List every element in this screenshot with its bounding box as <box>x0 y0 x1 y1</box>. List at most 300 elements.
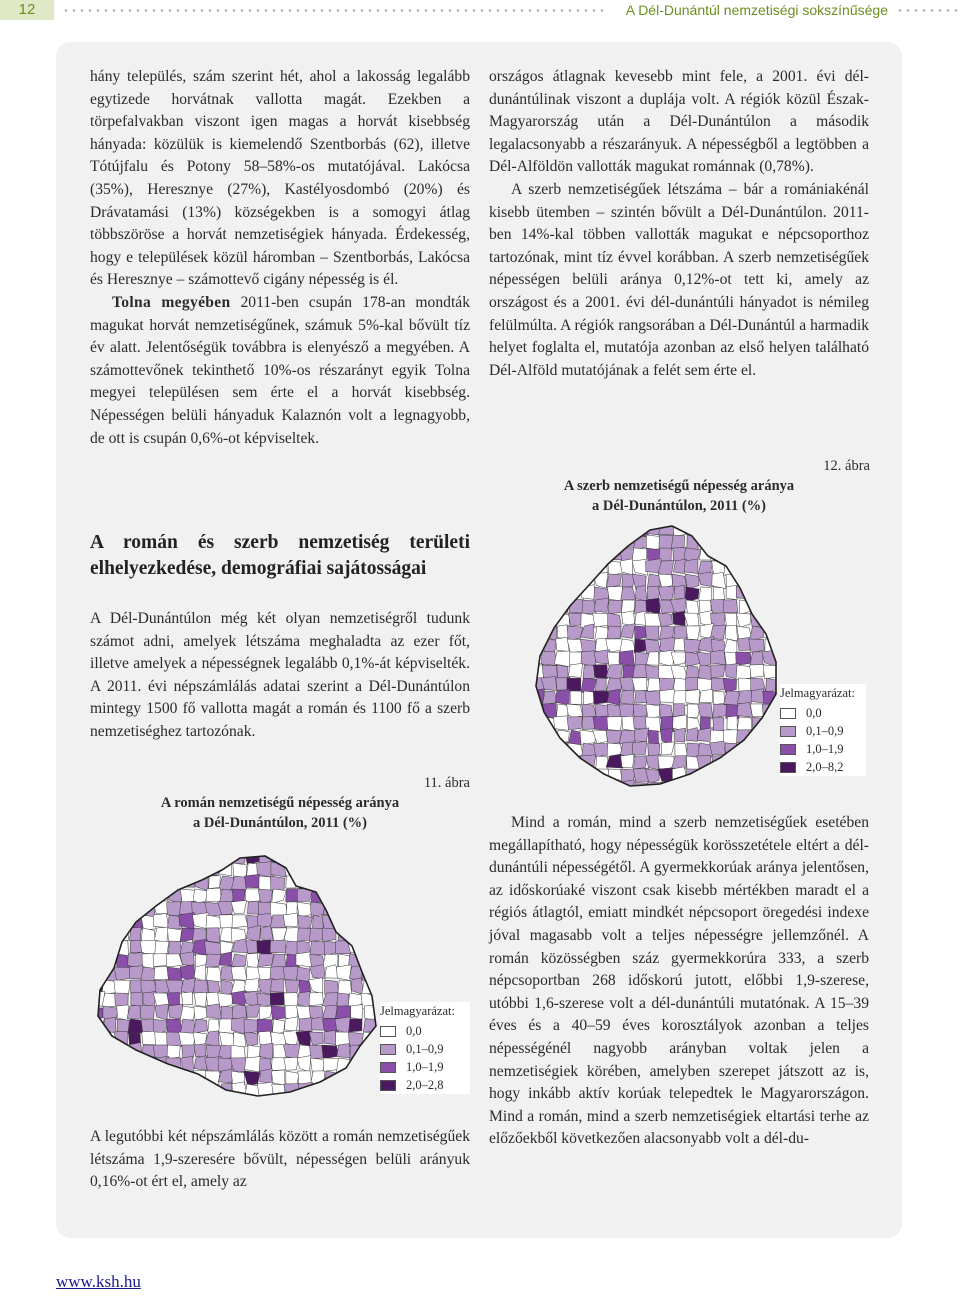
map-settlement <box>542 613 556 627</box>
map-settlement <box>738 560 751 574</box>
legend-swatch <box>780 726 796 737</box>
map-settlement <box>349 1019 362 1032</box>
figure-11-legend <box>380 1002 470 1094</box>
map-settlement <box>765 730 776 745</box>
map-settlement <box>528 665 544 679</box>
map-settlement <box>205 954 221 967</box>
map-settlement <box>231 966 247 980</box>
map-settlement <box>529 587 544 602</box>
map-settlement <box>672 782 686 797</box>
map-settlement <box>593 691 608 704</box>
map-settlement <box>206 928 220 943</box>
map-settlement <box>271 1006 286 1020</box>
map-settlement <box>671 652 687 665</box>
right-column-bottom <box>489 812 869 1151</box>
map-settlement <box>544 730 557 745</box>
map-settlement <box>114 967 131 981</box>
map-settlement <box>750 665 765 678</box>
map-settlement <box>361 889 375 903</box>
map-settlement <box>309 1032 323 1045</box>
map-settlement <box>88 876 103 891</box>
map-settlement <box>88 861 104 876</box>
map-settlement <box>222 850 232 863</box>
map-settlement <box>580 533 595 547</box>
map-settlement <box>154 876 170 891</box>
map-settlement <box>714 533 727 548</box>
footer-link[interactable]: www.ksh.hu <box>56 1272 141 1291</box>
map-settlement <box>595 678 606 691</box>
map-settlement <box>713 587 725 601</box>
map-settlement <box>270 940 286 953</box>
map-settlement <box>567 521 583 535</box>
map-settlement <box>271 979 284 992</box>
map-settlement <box>726 769 738 783</box>
map-settlement <box>555 574 571 588</box>
map-settlement <box>218 993 233 1008</box>
map-settlement <box>167 992 180 1005</box>
map-settlement <box>103 889 118 902</box>
map-settlement <box>607 689 620 705</box>
map-settlement <box>606 574 621 588</box>
map-settlement <box>699 587 713 602</box>
legend-swatch <box>380 1026 396 1037</box>
paragraph-tolna <box>90 292 470 450</box>
map-settlement <box>233 1005 247 1019</box>
map-settlement <box>764 598 776 612</box>
legend-item <box>780 758 866 776</box>
map-settlement <box>764 534 778 550</box>
map-settlement <box>723 546 738 562</box>
map-settlement <box>309 992 323 1005</box>
map-settlement <box>170 1084 181 1098</box>
figure-11-number: 11. ábra <box>423 775 470 791</box>
map-settlement <box>89 849 102 864</box>
map-settlement <box>310 1058 324 1073</box>
map-settlement <box>166 1019 182 1034</box>
legend-swatch <box>380 1044 396 1055</box>
map-settlement <box>763 782 778 797</box>
map-settlement <box>192 913 208 929</box>
map-settlement <box>283 913 297 926</box>
map-settlement <box>554 561 569 575</box>
map-settlement <box>220 952 232 966</box>
map-settlement <box>674 728 685 742</box>
map-settlement <box>684 613 699 626</box>
map-settlement <box>154 1084 169 1098</box>
map-settlement <box>541 743 557 756</box>
map-settlement <box>568 613 581 626</box>
map-settlement <box>296 850 310 865</box>
map-settlement <box>529 780 543 794</box>
map-settlement <box>684 639 701 653</box>
map-settlement <box>752 574 765 588</box>
page-header <box>0 0 960 22</box>
map-settlement <box>141 850 153 865</box>
map-settlement <box>557 782 570 797</box>
map-settlement <box>101 1057 116 1071</box>
map-settlement <box>153 914 168 928</box>
map-settlement <box>608 534 621 548</box>
map-settlement <box>738 767 750 780</box>
map-settlement <box>531 573 543 589</box>
map-settlement <box>725 534 740 547</box>
map-settlement <box>710 650 725 665</box>
legend-label: 2,0–2,8 <box>406 1078 444 1092</box>
map-settlement <box>699 689 712 702</box>
left-column-top <box>90 66 470 450</box>
map-settlement <box>762 522 779 536</box>
map-settlement <box>737 637 750 650</box>
map-settlement <box>194 980 208 993</box>
map-settlement <box>337 993 349 1007</box>
paragraph: Mind a román, mind a szerb nemzetiségűek esetében megállapítható, hogy népességük korösszetétele eltért a dél-dunántúli népességétől. A gyermekkorúak aránya jelentősen, az időskorúaké viszont csak kisebb mértékben maradt el a régiós átlagtól, emiatt mindkét népcsoport öregedési indexe jóval magasabb volt a teljes népességre jellemzőnél. A román közösségben száz gyermekkorúra 333, a szerb népcsoportban 268 időskorú jutott, előbbi 1,9-szerese, utóbbi 1,6-szerese volt a dél-dunántúli mutatónak. A 15–39 éves és a 40–59 éves korosztályok azonban a teljes népességénél nagyobb arányban voltak jelen a nemzetiségiek körében, amelyben szerepet játszott az is, hogy inkább aktív korúak telepedtek le Magyarországon. Mind a román, mind a szerb nemzetiségiek eltartási terhe az előzőekből következően alacsonyabb volt a dél-du- <box>489 814 869 1148</box>
map-settlement <box>581 782 597 797</box>
paragraph: A legutóbbi két népszámlálás között a román nemzetiségűek létszáma 1,9-szeresére bővült, népességen belüli arányuk 0,16%-ot ért el, amely az <box>90 1128 470 1191</box>
map-settlement <box>528 741 542 757</box>
map-settlement <box>127 863 144 877</box>
map-settlement <box>140 1005 154 1018</box>
map-settlement <box>194 1044 206 1057</box>
map-settlement <box>661 742 674 755</box>
map-settlement <box>593 533 610 548</box>
map-settlement <box>751 743 763 756</box>
map-settlement <box>749 782 764 797</box>
map-settlement <box>116 888 130 902</box>
map-settlement <box>257 1019 273 1033</box>
map-settlement <box>349 850 362 864</box>
map-settlement <box>284 1017 298 1031</box>
map-settlement <box>286 849 296 865</box>
legend-item <box>380 1022 470 1040</box>
map-settlement <box>168 928 182 943</box>
map-settlement <box>529 599 544 612</box>
map-settlement <box>337 850 352 864</box>
map-settlement <box>555 755 571 770</box>
header-dots-left <box>62 9 606 12</box>
map-settlement <box>286 902 297 915</box>
legend-swatch <box>780 708 796 719</box>
map-settlement <box>257 954 273 967</box>
map-settlement <box>351 978 364 995</box>
map-settlement <box>219 1032 234 1047</box>
map-settlement <box>568 782 583 797</box>
map-settlement <box>607 716 622 730</box>
section-title: A román és szerb nemzetiség területi elhelyezkedése, demográfiai sajátosságai <box>90 532 470 579</box>
map-settlement <box>182 1084 196 1098</box>
map-settlement <box>671 535 684 549</box>
map-settlement <box>593 716 608 731</box>
map-settlement <box>88 889 104 902</box>
map-settlement <box>244 978 260 991</box>
map-settlement <box>543 559 557 574</box>
map-settlement <box>594 598 609 612</box>
map-settlement <box>737 535 751 549</box>
map-settlement <box>231 900 247 913</box>
map-settlement <box>531 768 544 782</box>
map-settlement <box>89 902 103 916</box>
map-settlement <box>725 626 737 641</box>
map-settlement <box>556 599 570 613</box>
legend-label: 1,0–1,9 <box>806 742 844 756</box>
map-settlement <box>101 1084 117 1098</box>
map-settlement <box>647 678 660 691</box>
map-settlement <box>131 980 143 994</box>
map-settlement <box>570 767 582 781</box>
map-settlement <box>633 756 647 769</box>
map-settlement <box>609 522 623 535</box>
map-settlement <box>555 548 571 563</box>
map-settlement <box>103 876 115 891</box>
map-settlement <box>543 703 557 718</box>
map-settlement <box>582 561 594 575</box>
map-settlement <box>322 1045 339 1059</box>
map-settlement <box>286 889 299 902</box>
map-settlement <box>362 1043 377 1059</box>
legend-item <box>780 722 866 740</box>
map-settlement <box>632 741 647 754</box>
map-settlement <box>363 876 375 890</box>
map-settlement <box>206 967 221 982</box>
map-settlement <box>114 861 128 878</box>
map-settlement <box>245 889 260 902</box>
map-settlement <box>361 941 377 955</box>
map-settlement <box>619 704 634 718</box>
map-settlement <box>608 769 622 783</box>
map-settlement <box>349 889 363 902</box>
map-settlement <box>531 613 543 627</box>
map-settlement <box>130 1082 141 1097</box>
map-settlement <box>762 704 779 717</box>
map-settlement <box>362 1071 376 1085</box>
map-settlement <box>246 953 259 968</box>
map-settlement <box>232 915 248 928</box>
legend-label: 0,0 <box>806 706 822 720</box>
map-settlement <box>710 769 726 783</box>
map-settlement <box>581 767 596 782</box>
map-settlement <box>567 560 584 574</box>
map-settlement <box>284 1057 299 1070</box>
map-settlement <box>166 861 182 875</box>
map-settlement <box>88 1056 102 1072</box>
map-settlement <box>246 1004 260 1017</box>
map-settlement <box>101 1045 116 1060</box>
map-settlement <box>567 626 583 640</box>
map-settlement <box>751 767 764 782</box>
map-settlement <box>131 992 143 1007</box>
map-settlement <box>635 626 646 640</box>
map-settlement <box>114 1045 129 1060</box>
map-settlement <box>310 941 326 955</box>
map-settlement <box>593 572 608 588</box>
map-settlement <box>89 1018 104 1031</box>
map-settlement <box>244 1071 260 1086</box>
map-settlement <box>685 782 700 796</box>
map-settlement <box>712 704 726 718</box>
map-settlement <box>323 849 336 865</box>
map-settlement <box>154 1071 168 1086</box>
map-settlement <box>697 780 712 795</box>
map-settlement <box>542 535 557 550</box>
map-settlement <box>766 678 776 693</box>
map-settlement <box>594 780 606 796</box>
map-settlement <box>765 717 778 731</box>
legend-swatch <box>780 762 796 773</box>
map-settlement <box>567 717 582 730</box>
map-settlement <box>725 613 737 627</box>
map-settlement <box>737 702 752 717</box>
map-settlement <box>181 992 192 1005</box>
map-settlement <box>322 1005 337 1018</box>
map-settlement <box>606 664 623 680</box>
map-settlement <box>169 849 183 864</box>
map-settlement <box>764 548 778 561</box>
map-settlement <box>103 849 117 865</box>
map-settlement <box>102 1071 118 1086</box>
map-settlement <box>115 901 130 914</box>
map-settlement <box>699 521 713 537</box>
map-settlement <box>596 756 608 770</box>
map-settlement <box>298 1071 311 1084</box>
map-settlement <box>541 782 556 797</box>
map-settlement <box>686 626 700 640</box>
map-settlement <box>153 1045 169 1058</box>
map-settlement <box>156 850 169 864</box>
map-settlement <box>724 522 740 537</box>
map-settlement <box>88 939 101 952</box>
map-settlement <box>338 980 352 994</box>
map-settlement <box>141 1057 157 1071</box>
paragraph-intro: A Dél-Dunántúlon még két olyan nemzetiségről tudunk számot adni, amelyek létszáma meghaladta az ezer főt, illetve amelyek a népességnek legalább 0,1%-át képviselték. A 2011. évi népszámlálás adatai szerint a Dél-Dunántúlon mintegy 1500 fő vallotta magát a román és 1100 fő a szerb nemzetiséghez tartozónak. <box>90 610 470 740</box>
left-column-intro <box>90 608 470 744</box>
map-settlement <box>90 1084 104 1099</box>
map-settlement <box>725 756 739 770</box>
map-settlement <box>762 560 777 576</box>
map-settlement <box>581 651 596 667</box>
map-settlement <box>114 850 129 865</box>
map-settlement <box>554 587 568 600</box>
map-settlement <box>140 1084 156 1097</box>
map-settlement <box>619 650 634 666</box>
figure-11-title-line1: A román nemzetiségű népesség aránya <box>160 795 400 811</box>
map-settlement <box>530 704 543 718</box>
figure-11-map <box>90 850 380 1100</box>
map-settlement <box>620 520 634 535</box>
map-settlement <box>712 572 726 588</box>
map-settlement <box>153 954 168 967</box>
map-settlement <box>556 769 571 783</box>
figure-11-title <box>90 793 470 833</box>
map-settlement <box>542 585 556 599</box>
figure-12-title <box>489 476 869 516</box>
map-settlement <box>739 782 752 795</box>
map-settlement <box>245 1057 261 1073</box>
map-settlement <box>529 561 545 576</box>
map-settlement <box>324 876 338 891</box>
map-settlement <box>141 1071 155 1086</box>
legend-label: 0,1–0,9 <box>806 724 844 738</box>
map-settlement <box>127 1006 140 1019</box>
map-settlement <box>581 678 596 693</box>
map-settlement <box>299 1018 312 1032</box>
map-settlement <box>634 639 646 653</box>
map-settlement <box>362 863 378 877</box>
map-settlement <box>764 769 779 782</box>
map-settlement <box>270 876 285 891</box>
map-settlement <box>570 691 581 704</box>
map-settlement <box>194 992 207 1006</box>
map-settlement <box>337 915 350 930</box>
map-settlement <box>763 756 778 771</box>
map-settlement <box>710 741 726 754</box>
map-settlement <box>338 889 352 904</box>
legend-swatch <box>780 744 796 755</box>
map-settlement <box>675 743 688 757</box>
header-dots-right <box>896 9 958 12</box>
map-settlement <box>660 728 672 745</box>
map-settlement <box>155 1004 169 1020</box>
map-settlement <box>362 1084 377 1098</box>
map-settlement <box>621 754 634 768</box>
map-settlement <box>582 600 596 614</box>
map-settlement <box>180 952 194 966</box>
map-settlement <box>310 876 325 890</box>
map-settlement <box>209 876 221 889</box>
legend-label: 1,0–1,9 <box>406 1060 444 1074</box>
map-settlement <box>543 756 556 771</box>
map-settlement <box>727 716 737 731</box>
map-settlement <box>194 1006 208 1021</box>
map-settlements <box>88 848 391 1112</box>
map-settlement <box>179 1032 196 1046</box>
map-settlement <box>349 902 365 916</box>
map-settlement <box>750 521 765 535</box>
map-settlement <box>129 889 142 903</box>
map-settlement <box>607 586 623 601</box>
map-settlement <box>752 535 766 548</box>
map-settlement <box>645 626 659 640</box>
map-settlement <box>363 1058 376 1073</box>
map-settlement <box>362 850 377 865</box>
map-settlement <box>322 928 336 942</box>
map-settlement <box>554 535 570 548</box>
left-column-bottom <box>90 1126 470 1194</box>
map-settlement <box>259 1006 272 1020</box>
map-settlement <box>633 716 647 729</box>
map-settlement <box>206 1004 222 1019</box>
map-settlement <box>309 849 326 863</box>
legend-label: 0,0 <box>406 1024 422 1038</box>
map-settlement <box>608 600 622 614</box>
map-settlement <box>140 862 157 875</box>
map-settlement <box>338 902 350 916</box>
map-settlement <box>738 548 752 563</box>
map-settlements <box>528 520 792 810</box>
map-settlement <box>361 967 376 981</box>
map-settlement <box>102 863 117 878</box>
map-settlement <box>88 928 104 943</box>
map-settlement <box>323 863 338 876</box>
map-settlement <box>737 717 752 731</box>
map-settlement <box>751 689 764 703</box>
figure-12-map <box>530 522 780 797</box>
map-settlement <box>530 522 544 537</box>
paragraph: A szerb nemzetiségűek létszáma – bár a romániakénál kisebb ütemben – szintén bővült a Dél-Dunántúlon. 2011-ben 14%-kal többen vallották magukat e népcsoporthoz tartozónak, mint tíz évvel korábban. A szerb nemzetiségűek népességen belüli aránya 0,12%-ot tett ki, amely az országost és a 2001. évi dél-dunántúli hányadot is némileg felülmúlta. A régiók rangsorában a Dél-Dunántúl a harmadik helyet foglalta el, mutatója azonban az első helyen található Dél-Alföld mutatójának a felét sem érte el. <box>489 180 869 379</box>
map-settlement <box>335 876 350 890</box>
map-settlement <box>244 1032 257 1047</box>
map-settlement <box>338 1083 351 1097</box>
map-settlement <box>102 940 118 953</box>
map-settlement <box>181 849 194 862</box>
